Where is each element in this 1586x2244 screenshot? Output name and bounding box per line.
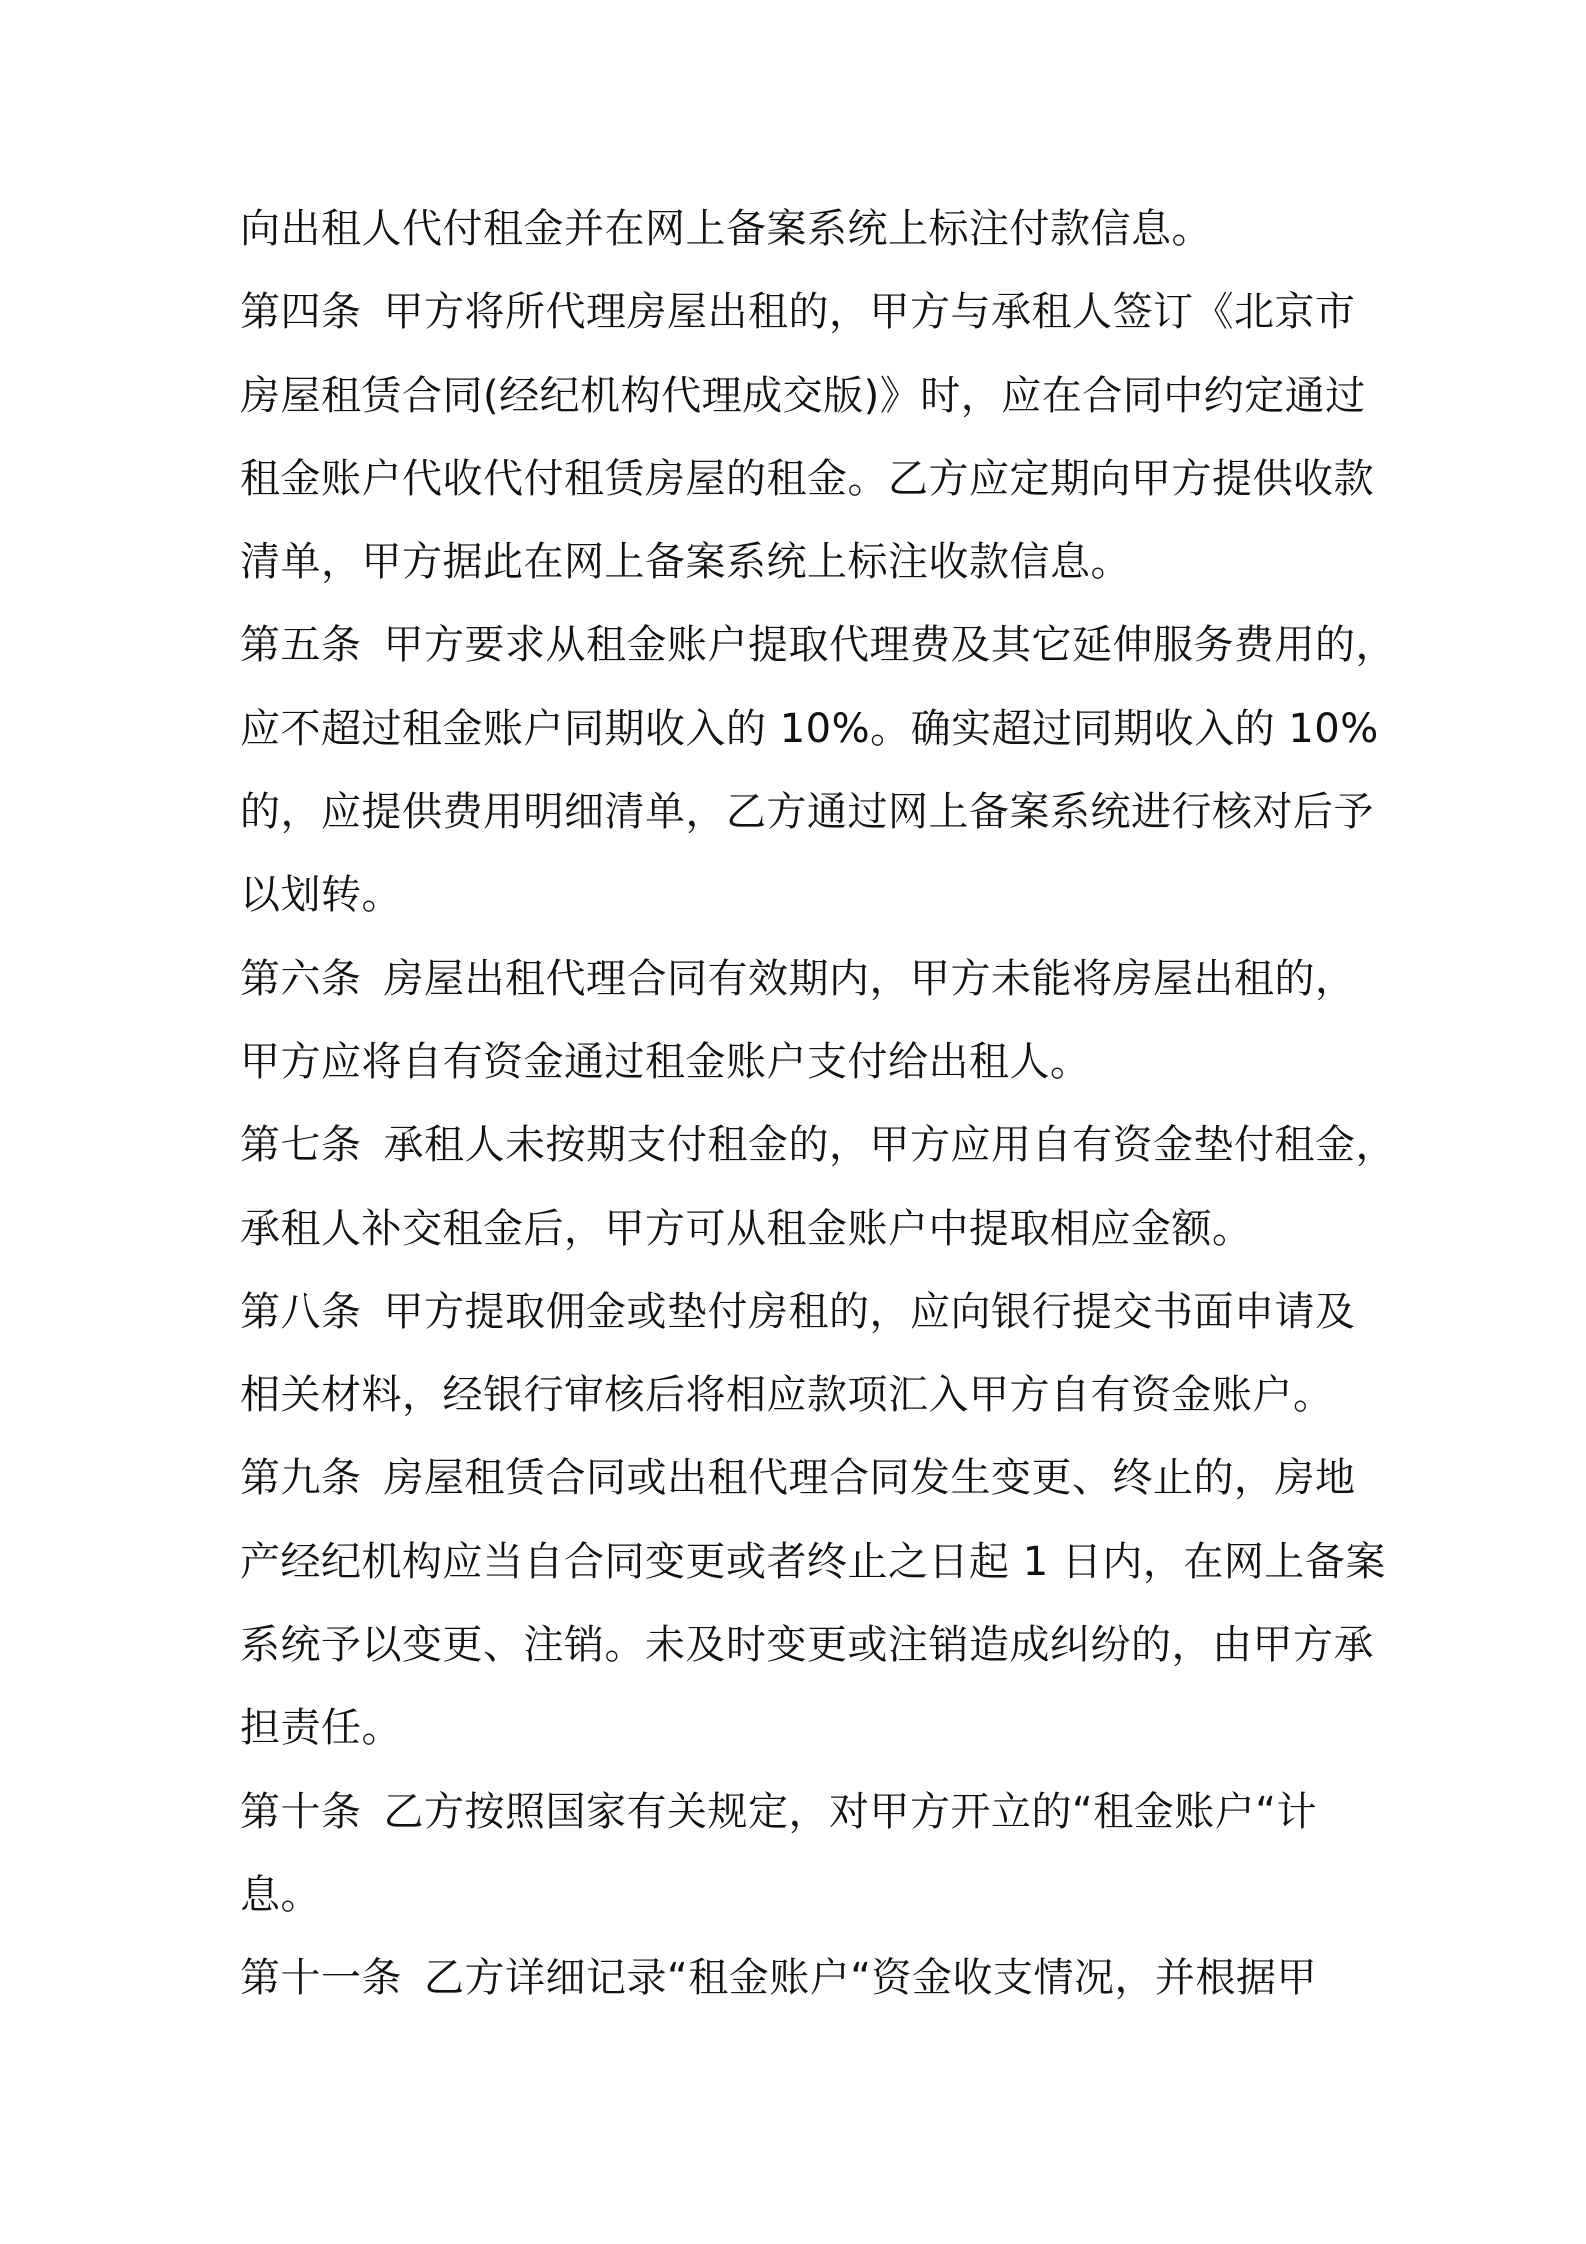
line-text: 乙方详细记录“租金账户“资金收支情况，并根据甲 [424,1955,1317,2002]
text-line [240,1021,1360,1104]
line-text: 息。 [240,1871,321,1918]
article-heading-line [240,1937,1360,2020]
line-text: 乙方按照国家有关规定，对甲方开立的“租金账户“计 [383,1788,1317,1835]
article-label: 第十条 [240,1788,362,1835]
article-label: 第五条 [240,622,362,669]
article-label: 第八条 [240,1288,362,1335]
line-text: 担责任。 [240,1705,402,1752]
text-line [240,521,1360,604]
line-text: 房屋出租代理合同有效期内，甲方未能将房屋出租的， [383,955,1356,1002]
text-line [240,1854,1360,1937]
text-line [240,1687,1360,1770]
article-heading-line [240,604,1396,687]
article-heading-line [240,938,1360,1021]
article-label: 第十一条 [240,1955,402,2002]
line-text: 甲方应将自有资金通过租金账户支付给出租人。 [240,1038,1091,1085]
article-label: 第四条 [240,289,362,336]
text-line [240,771,1374,854]
line-text: 甲方将所代理房屋出租的，甲方与承租人签订《北京市 [383,289,1356,336]
document-body [240,188,1396,2021]
text-line [240,1604,1374,1687]
line-text: 的，应提供费用明细清单，乙方通过网上备案系统进行核对后予 [240,789,1374,836]
line-text: 承租人补交租金后，甲方可从租金账户中提取相应金额。 [240,1205,1253,1252]
line-text: 相关材料，经银行审核后将相应款项汇入甲方自有资金账户。 [240,1372,1334,1419]
article-label: 第九条 [240,1455,362,1502]
article-heading-line [240,1271,1360,1354]
article-heading-line [240,1104,1396,1187]
line-text: 租金账户代收代付租赁房屋的租金。乙方应定期向甲方提供收款 [240,455,1374,502]
article-heading-line [240,1437,1360,1520]
line-text: 承租人未按期支付租金的，甲方应用自有资金垫付租金， [383,1122,1396,1169]
text-line [240,854,1360,937]
article-heading-line [240,271,1360,354]
text-line [240,688,1379,771]
line-text: 向出租人代付租金并在网上备案系统上标注付款信息。 [240,206,1212,252]
text-line [240,1188,1360,1271]
article-heading-line [240,1771,1360,1854]
text-line [240,1521,1386,1604]
line-text: 房屋租赁合同(经纪机构代理成交版)》时，应在合同中约定通过 [240,372,1366,419]
text-line [240,438,1374,521]
text-line [240,355,1366,438]
line-text: 甲方提取佣金或垫付房租的，应向银行提交书面申请及 [383,1288,1356,1335]
line-text: 产经纪机构应当自合同变更或者终止之日起 1 日内，在网上备案 [240,1538,1386,1585]
article-label: 第六条 [240,955,362,1002]
line-text: 系统予以变更、注销。未及时变更或注销造成纠纷的，由甲方承 [240,1622,1374,1669]
article-label: 第七条 [240,1122,362,1169]
text-line [240,1354,1360,1437]
text-line [240,188,1360,271]
line-text: 甲方要求从租金账户提取代理费及其它延伸服务费用的， [383,622,1396,669]
line-text: 以划转。 [240,872,402,919]
line-text: 应不超过租金账户同期收入的 10%。确实超过同期收入的 10% [240,705,1379,752]
line-text: 房屋租赁合同或出租代理合同发生变更、终止的，房地 [383,1455,1356,1502]
line-text: 清单，甲方据此在网上备案系统上标注收款信息。 [240,539,1131,586]
